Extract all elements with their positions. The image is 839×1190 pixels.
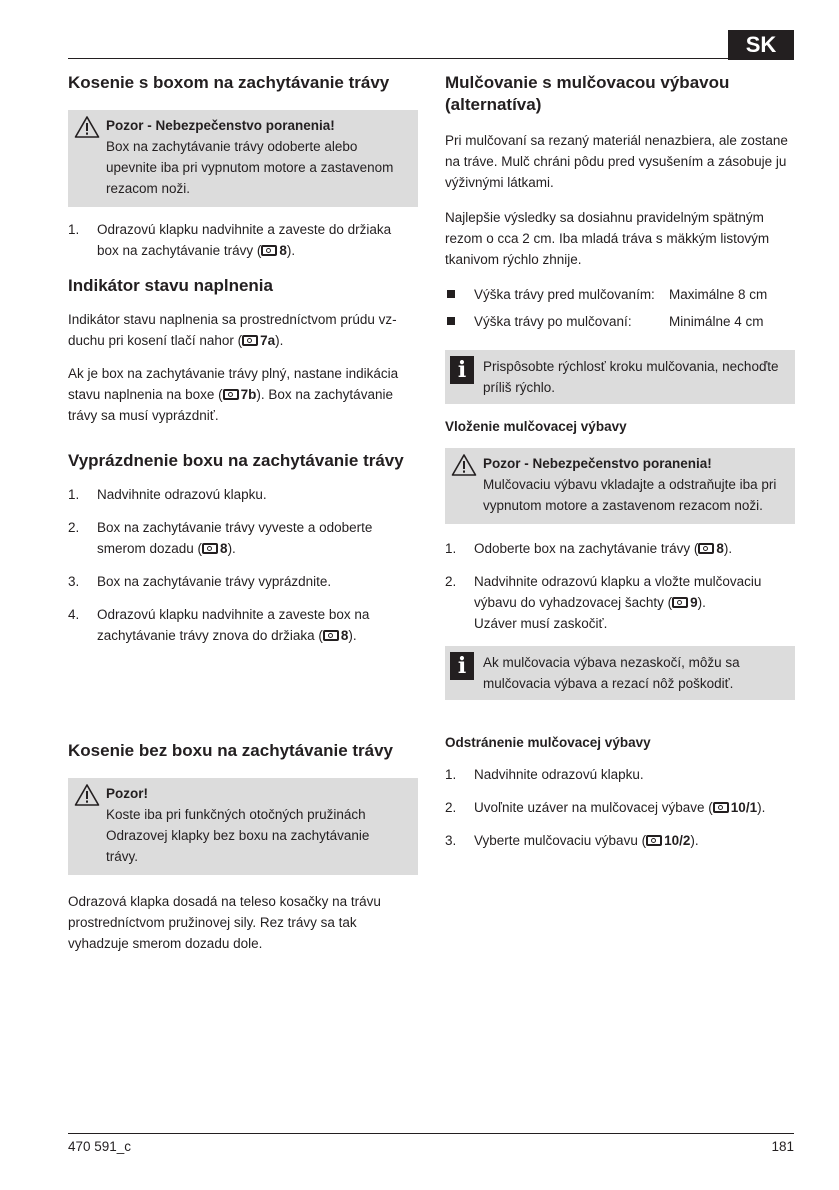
- paragraph: Indikátor stavu naplnenia sa prostredníctvom prúdu vz- duchu pri kosení tlačí nahor ( 7a).: [68, 312, 397, 348]
- warning-box-caution: [68, 778, 418, 875]
- warning-title: Pozor!: [106, 786, 148, 801]
- camera-icon: [223, 389, 239, 400]
- camera-icon: [713, 802, 729, 813]
- footer-rule: [68, 1133, 794, 1134]
- section-title-emptying-box: Vyprázdnenie boxu na zachytávanie trávy: [68, 451, 404, 470]
- info-box-speed: i Prispôsobte rýchlosť kroku mulčovania, nechoďte príliš rýchlo.: [445, 350, 795, 404]
- paragraph: Ak je box na zachytávanie trávy plný, nastane indikácia stavu naplnenia na boxe ( 7b). Box na zachytávanie trávy sa musí vyprázdniť.: [68, 366, 399, 423]
- document-code: 470 591_c: [68, 1139, 132, 1154]
- list-item: 1. Nadvihnite odrazovú klapku.: [445, 767, 644, 782]
- info-box-damage: i Ak mulčovacia výbava nezaskočí, môžu sa mulčovacia výbava a rezací nôž poškodiť.: [445, 646, 795, 700]
- right-column: [445, 72, 795, 851]
- warning-line: upevnite iba pri vypnutom motore a zastavenom: [106, 160, 394, 175]
- list-item: 3. Vyberte mulčovaciu výbavu ( 10/2).: [445, 833, 699, 848]
- figure-ref: 7a: [260, 333, 276, 348]
- camera-icon: [242, 335, 258, 346]
- figure-ref: 9: [690, 595, 698, 610]
- list-item: 4. Odrazovú klapku nadvihnite a zaveste box na zachytávanie trávy znova do držiaka ( 8).: [68, 607, 370, 643]
- subsection-title-remove-mulch: Odstránenie mulčovacej výbavy: [445, 735, 651, 750]
- paragraph: Pri mulčovaní sa rezaný materiál nenazbiera, ale zostane na tráve. Mulč chráni pôdu pred vysušením a zásobuje ju výživnými látkami.: [445, 133, 788, 190]
- figure-ref: 10/1: [730, 800, 758, 815]
- camera-icon: [672, 597, 688, 608]
- figure-ref: 10/2: [664, 833, 691, 848]
- list-item: 2. Uvoľnite uzáver na mulčovacej výbave ( 10/1).: [445, 800, 766, 815]
- warning-box-injury: [445, 448, 795, 524]
- warning-line: rezacom noži.: [106, 181, 191, 196]
- figure-ref: 8: [716, 541, 724, 556]
- warning-box-injury: [68, 110, 418, 207]
- list-item: 2. Box na zachytávanie trávy vyveste a odoberte smerom dozadu ( 8).: [68, 520, 373, 556]
- bullet-item: Výška trávy po mulčovaní: Minimálne 4 cm: [445, 311, 795, 332]
- left-column: [68, 72, 418, 954]
- warning-triangle-icon: [74, 115, 100, 139]
- warning-triangle-icon: [74, 783, 100, 807]
- warning-triangle-icon: [451, 453, 477, 477]
- camera-icon: [261, 245, 277, 256]
- warning-line: vypnutom motore a zastavenom rezacom noži.: [483, 498, 763, 513]
- warning-line: Mulčovaciu výbavu vkladajte a odstraňujte iba pri: [483, 477, 777, 492]
- list-item: 1. Odoberte box na zachytávanie trávy ( 8).: [445, 541, 733, 556]
- info-icon: i: [450, 652, 474, 680]
- figure-ref: 8: [220, 541, 228, 556]
- subsection-title-insert-mulch: Vloženie mulčovacej výbavy: [445, 419, 627, 434]
- warning-line: Odrazovej klapky bez boxu na zachytávanie: [106, 828, 370, 843]
- camera-icon: [698, 543, 714, 554]
- paragraph: Najlepšie výsledky sa dosiahnu pravidelným spätným rezom o cca 2 cm. Iba mladá tráva s mäkkým listovým tkanivom rýchlo zhnije.: [445, 210, 770, 267]
- camera-icon: [202, 543, 218, 554]
- warning-line: Box na zachytávanie trávy odoberte alebo: [106, 139, 358, 154]
- section-title-mowing-with-box: Kosenie s boxom na zachytávanie trávy: [68, 73, 390, 92]
- bullet-square-icon: [447, 317, 455, 325]
- list-item: 3. Box na zachytávanie trávy vyprázdnite.: [68, 574, 332, 589]
- camera-icon: [323, 630, 339, 641]
- section-title-fill-indicator: Indikátor stavu naplnenia: [68, 276, 273, 295]
- section-title-mowing-without-box: Kosenie bez boxu na zachytávanie trávy: [68, 741, 394, 760]
- figure-ref: 7b: [240, 387, 257, 402]
- language-tab: SK: [728, 30, 794, 60]
- bullet-square-icon: [447, 290, 455, 298]
- warning-title: Pozor - Nebezpečenstvo poranenia!: [483, 456, 712, 471]
- section-title-mulching: Mulčovanie s mulčovacou výbavou (alternatíva): [445, 73, 730, 114]
- header-rule: [68, 58, 728, 59]
- warning-title: Pozor - Nebezpečenstvo poranenia!: [106, 118, 335, 133]
- warning-line: Koste iba pri funkčných otočných pružinách: [106, 807, 366, 822]
- figure-ref: 8: [340, 628, 349, 643]
- list-item: 1. Nadvihnite odrazovú klapku.: [68, 487, 267, 502]
- warning-line: trávy.: [106, 849, 139, 864]
- paragraph: Odrazová klapka dosadá na teleso kosačky na trávu prostredníctvom pružinovej sily. Rez trávy sa tak vyhadzuje smerom dozadu dole.: [68, 894, 381, 951]
- list-item: 2. Nadvihnite odrazovú klapku a vložte mulčovaciu výbavu do vyhadzovacej šachty ( 9). Uzáver musí zaskočiť.: [445, 574, 762, 631]
- figure-ref: 8: [279, 243, 287, 258]
- info-icon: i: [450, 356, 474, 384]
- page-number: 181: [771, 1139, 794, 1154]
- bullet-item: Výška trávy pred mulčovaním: Maximálne 8 cm: [445, 284, 795, 305]
- list-item: 1. Odrazovú klapku nadvihnite a zaveste do držiaka box na zachytávanie trávy ( 8).: [68, 222, 392, 258]
- camera-icon: [646, 835, 662, 846]
